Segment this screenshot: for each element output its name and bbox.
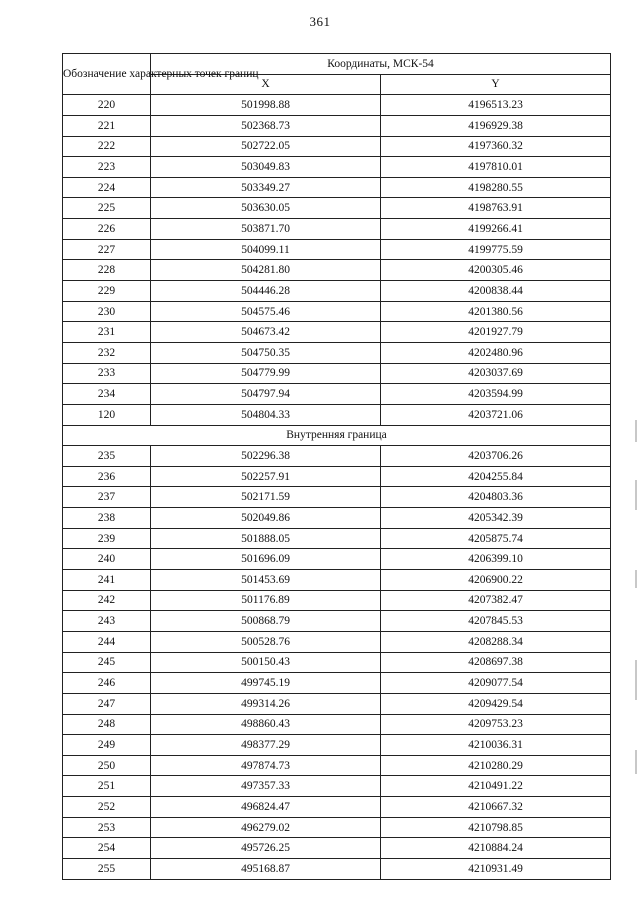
x-coordinate-cell: 500528.76 xyxy=(151,631,381,652)
y-coordinate-cell: 4209077.54 xyxy=(381,673,611,694)
table-row xyxy=(63,590,611,611)
y-coordinate-cell: 4196513.23 xyxy=(381,95,611,116)
point-id-cell: 227 xyxy=(63,239,151,260)
y-coordinate-cell: 4202480.96 xyxy=(381,342,611,363)
y-coordinate-cell: 4197360.32 xyxy=(381,136,611,157)
x-coordinate-cell: 501998.88 xyxy=(151,95,381,116)
table-row xyxy=(63,817,611,838)
x-coordinate-cell: 501696.09 xyxy=(151,549,381,570)
x-coordinate-cell: 498377.29 xyxy=(151,735,381,756)
table-row xyxy=(63,755,611,776)
table-header xyxy=(63,54,611,95)
y-coordinate-cell: 4203594.99 xyxy=(381,384,611,405)
x-coordinate-cell: 504673.42 xyxy=(151,322,381,343)
point-id-cell: 237 xyxy=(63,487,151,508)
x-coordinate-cell: 499314.26 xyxy=(151,693,381,714)
coordinates-table xyxy=(62,53,611,880)
table-row xyxy=(63,508,611,529)
y-coordinate-cell: 4204803.36 xyxy=(381,487,611,508)
x-coordinate-cell: 503630.05 xyxy=(151,198,381,219)
x-coordinate-cell: 501453.69 xyxy=(151,570,381,591)
inner-boundary-rows xyxy=(63,446,611,879)
y-coordinate-cell: 4204255.84 xyxy=(381,466,611,487)
table-row xyxy=(63,363,611,384)
point-id-cell: 239 xyxy=(63,528,151,549)
point-id-cell: 255 xyxy=(63,858,151,879)
table-row xyxy=(63,528,611,549)
table-row xyxy=(63,673,611,694)
y-coordinate-cell: 4208288.34 xyxy=(381,631,611,652)
y-coordinate-cell: 4210667.32 xyxy=(381,797,611,818)
y-coordinate-cell: 4198763.91 xyxy=(381,198,611,219)
point-id-cell: 226 xyxy=(63,219,151,240)
x-coordinate-cell: 504281.80 xyxy=(151,260,381,281)
scan-edge-marks xyxy=(635,420,637,790)
y-coordinate-cell: 4210931.49 xyxy=(381,858,611,879)
y-coordinate-cell: 4199266.41 xyxy=(381,219,611,240)
x-coordinate-cell: 495168.87 xyxy=(151,858,381,879)
y-coordinate-cell: 4210884.24 xyxy=(381,838,611,859)
point-id-cell: 253 xyxy=(63,817,151,838)
point-id-cell: 247 xyxy=(63,693,151,714)
y-coordinate-cell: 4209429.54 xyxy=(381,693,611,714)
x-coordinate-cell: 500868.79 xyxy=(151,611,381,632)
point-id-cell: 246 xyxy=(63,673,151,694)
point-id-cell: 120 xyxy=(63,404,151,425)
x-coordinate-cell: 497874.73 xyxy=(151,755,381,776)
table-row xyxy=(63,281,611,302)
outer-boundary-rows xyxy=(63,95,611,425)
point-id-cell: 248 xyxy=(63,714,151,735)
table-row xyxy=(63,652,611,673)
y-coordinate-cell: 4206399.10 xyxy=(381,549,611,570)
section-label: Внутренняя граница xyxy=(63,425,611,446)
y-coordinate-cell: 4209753.23 xyxy=(381,714,611,735)
point-id-cell: 229 xyxy=(63,281,151,302)
table-row xyxy=(63,611,611,632)
y-column-header: Y xyxy=(381,74,611,95)
y-coordinate-cell: 4200305.46 xyxy=(381,260,611,281)
table-row xyxy=(63,157,611,178)
table-row xyxy=(63,838,611,859)
table-row xyxy=(63,446,611,467)
point-id-cell: 228 xyxy=(63,260,151,281)
x-coordinate-cell: 502171.59 xyxy=(151,487,381,508)
x-coordinate-cell: 495726.25 xyxy=(151,838,381,859)
y-coordinate-cell: 4210798.85 xyxy=(381,817,611,838)
table-row xyxy=(63,858,611,879)
y-coordinate-cell: 4208697.38 xyxy=(381,652,611,673)
x-coordinate-cell: 498860.43 xyxy=(151,714,381,735)
point-id-cell: 250 xyxy=(63,755,151,776)
table-row xyxy=(63,549,611,570)
table-row xyxy=(63,95,611,116)
table-row xyxy=(63,797,611,818)
coordinates-group-header: Координаты, МСК-54 xyxy=(151,54,611,75)
point-id-cell: 235 xyxy=(63,446,151,467)
point-id-cell: 245 xyxy=(63,652,151,673)
table-row xyxy=(63,570,611,591)
y-coordinate-cell: 4210280.29 xyxy=(381,755,611,776)
y-coordinate-cell: 4205875.74 xyxy=(381,528,611,549)
table-row xyxy=(63,693,611,714)
point-id-cell: 220 xyxy=(63,95,151,116)
y-coordinate-cell: 4203706.26 xyxy=(381,446,611,467)
table-row xyxy=(63,466,611,487)
point-id-cell: 223 xyxy=(63,157,151,178)
point-id-cell: 238 xyxy=(63,508,151,529)
x-coordinate-cell: 497357.33 xyxy=(151,776,381,797)
table-row xyxy=(63,239,611,260)
point-id-cell: 244 xyxy=(63,631,151,652)
point-id-cell: 234 xyxy=(63,384,151,405)
y-coordinate-cell: 4207845.53 xyxy=(381,611,611,632)
section-row xyxy=(63,425,611,446)
point-id-cell: 251 xyxy=(63,776,151,797)
y-coordinate-cell: 4201927.79 xyxy=(381,322,611,343)
x-coordinate-cell: 501888.05 xyxy=(151,528,381,549)
point-id-cell: 240 xyxy=(63,549,151,570)
point-id-cell: 232 xyxy=(63,342,151,363)
y-coordinate-cell: 4210036.31 xyxy=(381,735,611,756)
x-column-header: X xyxy=(151,74,381,95)
y-coordinate-cell: 4206900.22 xyxy=(381,570,611,591)
point-id-cell: 233 xyxy=(63,363,151,384)
y-coordinate-cell: 4197810.01 xyxy=(381,157,611,178)
x-coordinate-cell: 502722.05 xyxy=(151,136,381,157)
table-row xyxy=(63,136,611,157)
table-row xyxy=(63,260,611,281)
y-coordinate-cell: 4210491.22 xyxy=(381,776,611,797)
point-id-cell: 236 xyxy=(63,466,151,487)
y-coordinate-cell: 4196929.38 xyxy=(381,115,611,136)
table-row xyxy=(63,487,611,508)
y-coordinate-cell: 4199775.59 xyxy=(381,239,611,260)
table-row xyxy=(63,115,611,136)
table-row xyxy=(63,714,611,735)
table-row xyxy=(63,219,611,240)
y-coordinate-cell: 4198280.55 xyxy=(381,177,611,198)
point-id-cell: 230 xyxy=(63,301,151,322)
point-id-cell: 222 xyxy=(63,136,151,157)
table-row xyxy=(63,776,611,797)
table-row xyxy=(63,735,611,756)
x-coordinate-cell: 503049.83 xyxy=(151,157,381,178)
x-coordinate-cell: 504797.94 xyxy=(151,384,381,405)
table-row xyxy=(63,322,611,343)
x-coordinate-cell: 504804.33 xyxy=(151,404,381,425)
table-row xyxy=(63,198,611,219)
x-coordinate-cell: 496279.02 xyxy=(151,817,381,838)
page-number: 361 xyxy=(309,14,331,29)
x-coordinate-cell: 504750.35 xyxy=(151,342,381,363)
x-coordinate-cell: 502049.86 xyxy=(151,508,381,529)
table-row xyxy=(63,631,611,652)
point-id-cell: 254 xyxy=(63,838,151,859)
point-id-cell: 224 xyxy=(63,177,151,198)
x-coordinate-cell: 503349.27 xyxy=(151,177,381,198)
x-coordinate-cell: 504575.46 xyxy=(151,301,381,322)
y-coordinate-cell: 4203721.06 xyxy=(381,404,611,425)
x-coordinate-cell: 496824.47 xyxy=(151,797,381,818)
table-row xyxy=(63,342,611,363)
x-coordinate-cell: 503871.70 xyxy=(151,219,381,240)
y-coordinate-cell: 4203037.69 xyxy=(381,363,611,384)
y-coordinate-cell: 4201380.56 xyxy=(381,301,611,322)
table-row xyxy=(63,301,611,322)
point-id-cell: 243 xyxy=(63,611,151,632)
x-coordinate-cell: 504779.99 xyxy=(151,363,381,384)
point-id-cell: 242 xyxy=(63,590,151,611)
point-id-cell: 252 xyxy=(63,797,151,818)
y-coordinate-cell: 4207382.47 xyxy=(381,590,611,611)
x-coordinate-cell: 501176.89 xyxy=(151,590,381,611)
x-coordinate-cell: 500150.43 xyxy=(151,652,381,673)
x-coordinate-cell: 502368.73 xyxy=(151,115,381,136)
point-designation-header: Обозначение характерных точек границ xyxy=(63,54,151,95)
x-coordinate-cell: 502257.91 xyxy=(151,466,381,487)
x-coordinate-cell: 504446.28 xyxy=(151,281,381,302)
point-id-cell: 231 xyxy=(63,322,151,343)
table-row xyxy=(63,384,611,405)
point-id-cell: 225 xyxy=(63,198,151,219)
x-coordinate-cell: 504099.11 xyxy=(151,239,381,260)
table-row xyxy=(63,177,611,198)
y-coordinate-cell: 4200838.44 xyxy=(381,281,611,302)
point-id-cell: 221 xyxy=(63,115,151,136)
point-id-cell: 249 xyxy=(63,735,151,756)
section-divider xyxy=(63,425,611,446)
point-id-cell: 241 xyxy=(63,570,151,591)
y-coordinate-cell: 4205342.39 xyxy=(381,508,611,529)
table-row xyxy=(63,404,611,425)
x-coordinate-cell: 499745.19 xyxy=(151,673,381,694)
x-coordinate-cell: 502296.38 xyxy=(151,446,381,467)
